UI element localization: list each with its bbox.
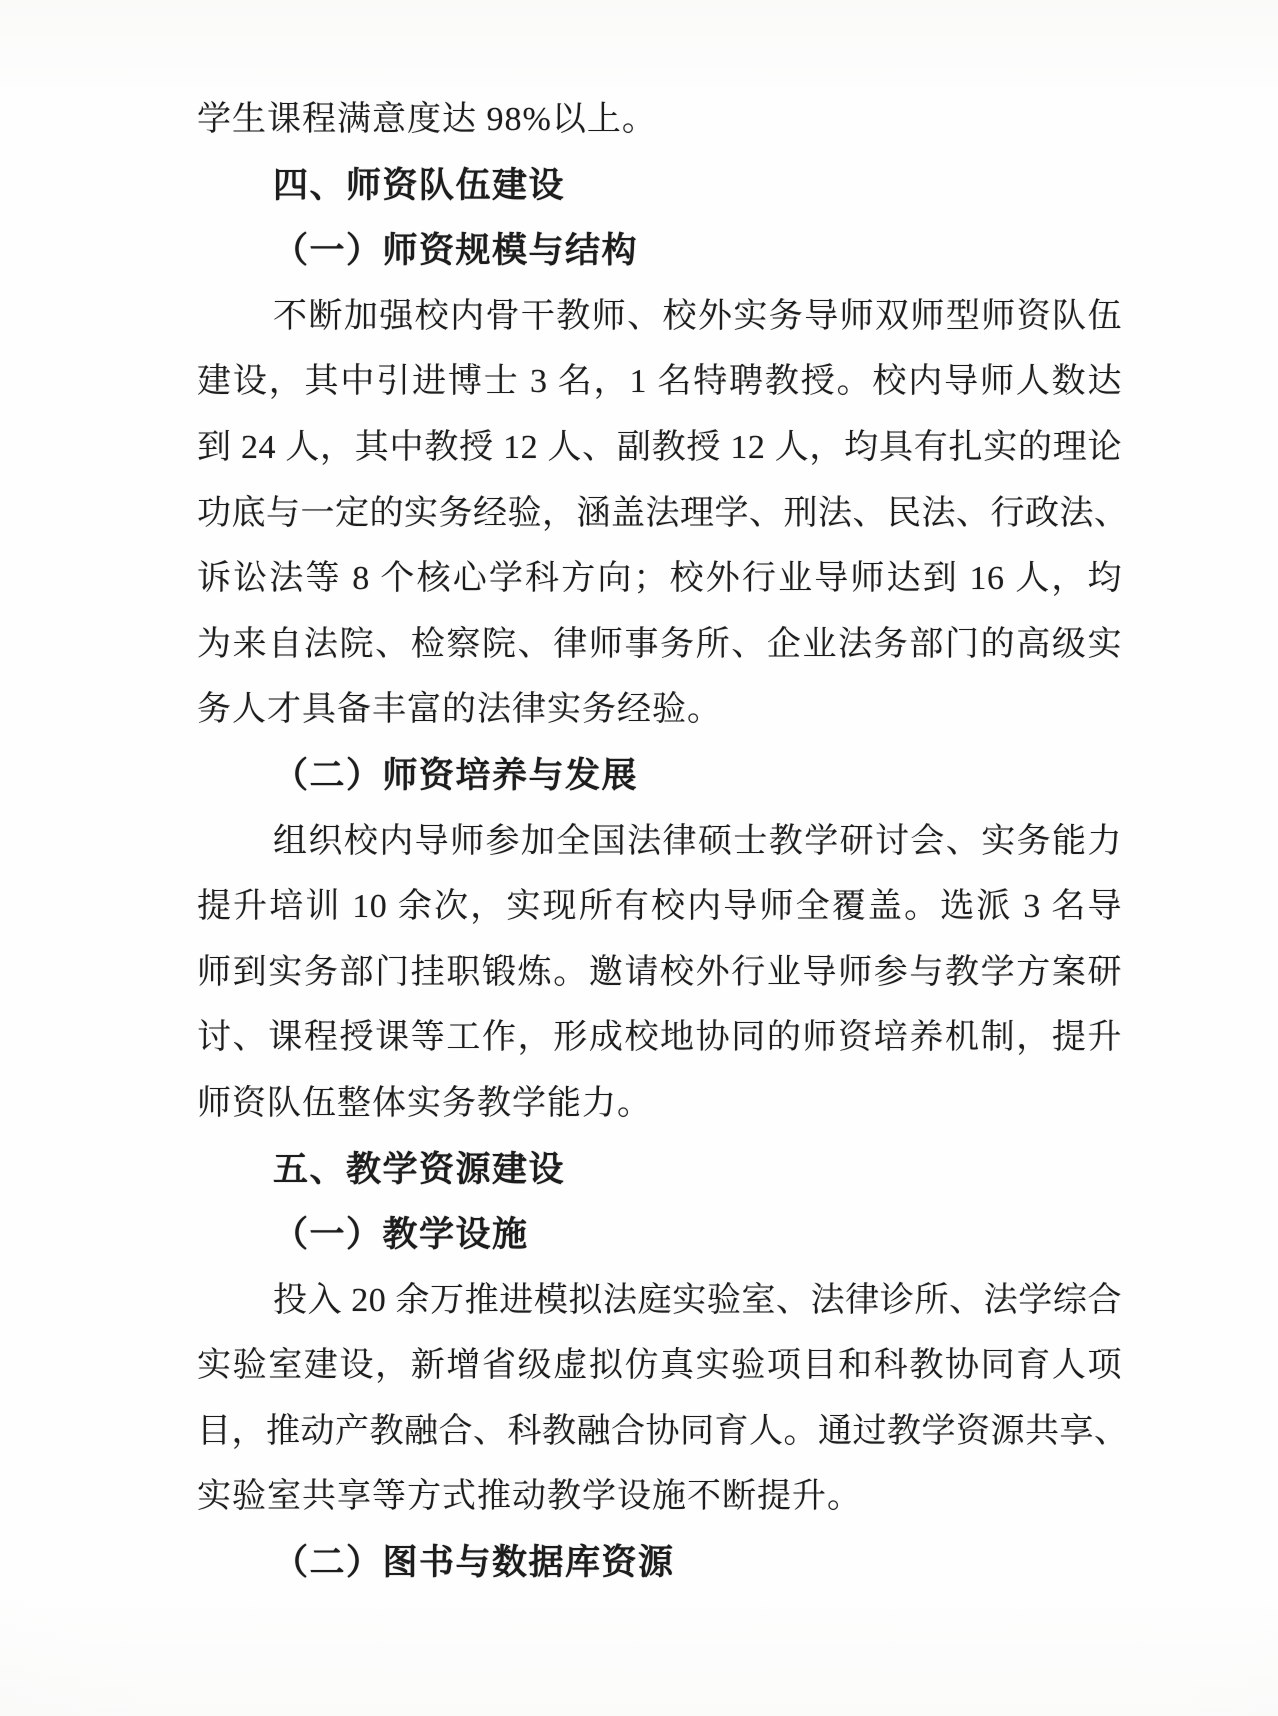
paragraph-line: 目，推动产教融合、科教融合协同育人。通过教学资源共享、 [197, 1412, 1129, 1450]
paragraph-line: 讨、课程授课等工作，形成校地协同的师资培养机制，提升 [197, 1019, 1122, 1057]
paragraph-line: 不断加强校内骨干教师、校外实务导师双师型师资队伍 [273, 297, 1122, 335]
paragraph-line: 组织校内导师参加全国法律硕士教学研讨会、实务能力 [273, 822, 1122, 860]
paragraph-line: 学生课程满意度达 98%以上。 [197, 101, 657, 138]
paragraph-line: 功底与一定的实务经验，涵盖法理学、刑法、民法、行政法、 [197, 494, 1129, 532]
section-heading: 五、教学资源建设 [273, 1149, 566, 1189]
paragraph-line: 投入 20 余万推进模拟法庭实验室、法律诊所、法学综合 [273, 1281, 1122, 1319]
subsection-heading: （二）图书与数据库资源 [273, 1543, 675, 1583]
paragraph-line: 务人才具备丰富的法律实务经验。 [197, 691, 722, 729]
subsection-heading: （二）师资培养与发展 [273, 755, 639, 795]
paragraph-line: 建设，其中引进博士 3 名，1 名特聘教授。校内导师人数达 [197, 363, 1122, 401]
paragraph-line: 实验室建设，新增省级虚拟仿真实验项目和科教协同育人项 [197, 1347, 1122, 1385]
paragraph-line: 诉讼法等 8 个核心学科方向；校外行业导师达到 16 人，均 [197, 560, 1122, 598]
paragraph-line: 师到实务部门挂职锻炼。邀请校外行业导师参与教学方案研 [197, 953, 1122, 991]
paragraph-line: 为来自法院、检察院、律师事务所、企业法务部门的高级实 [197, 625, 1122, 663]
section-heading: 四、师资队伍建设 [273, 165, 566, 205]
subsection-heading: （一）教学设施 [273, 1215, 529, 1255]
paragraph-line: 提升培训 10 余次，实现所有校内导师全覆盖。选派 3 名导 [197, 888, 1122, 926]
subsection-heading: （一）师资规模与结构 [273, 231, 639, 271]
paragraph-line: 实验室共享等方式推动教学设施不断提升。 [197, 1478, 862, 1516]
paragraph-line: 师资队伍整体实务教学能力。 [197, 1084, 652, 1122]
paragraph-line: 到 24 人，其中教授 12 人、副教授 12 人，均具有扎实的理论 [197, 428, 1122, 466]
